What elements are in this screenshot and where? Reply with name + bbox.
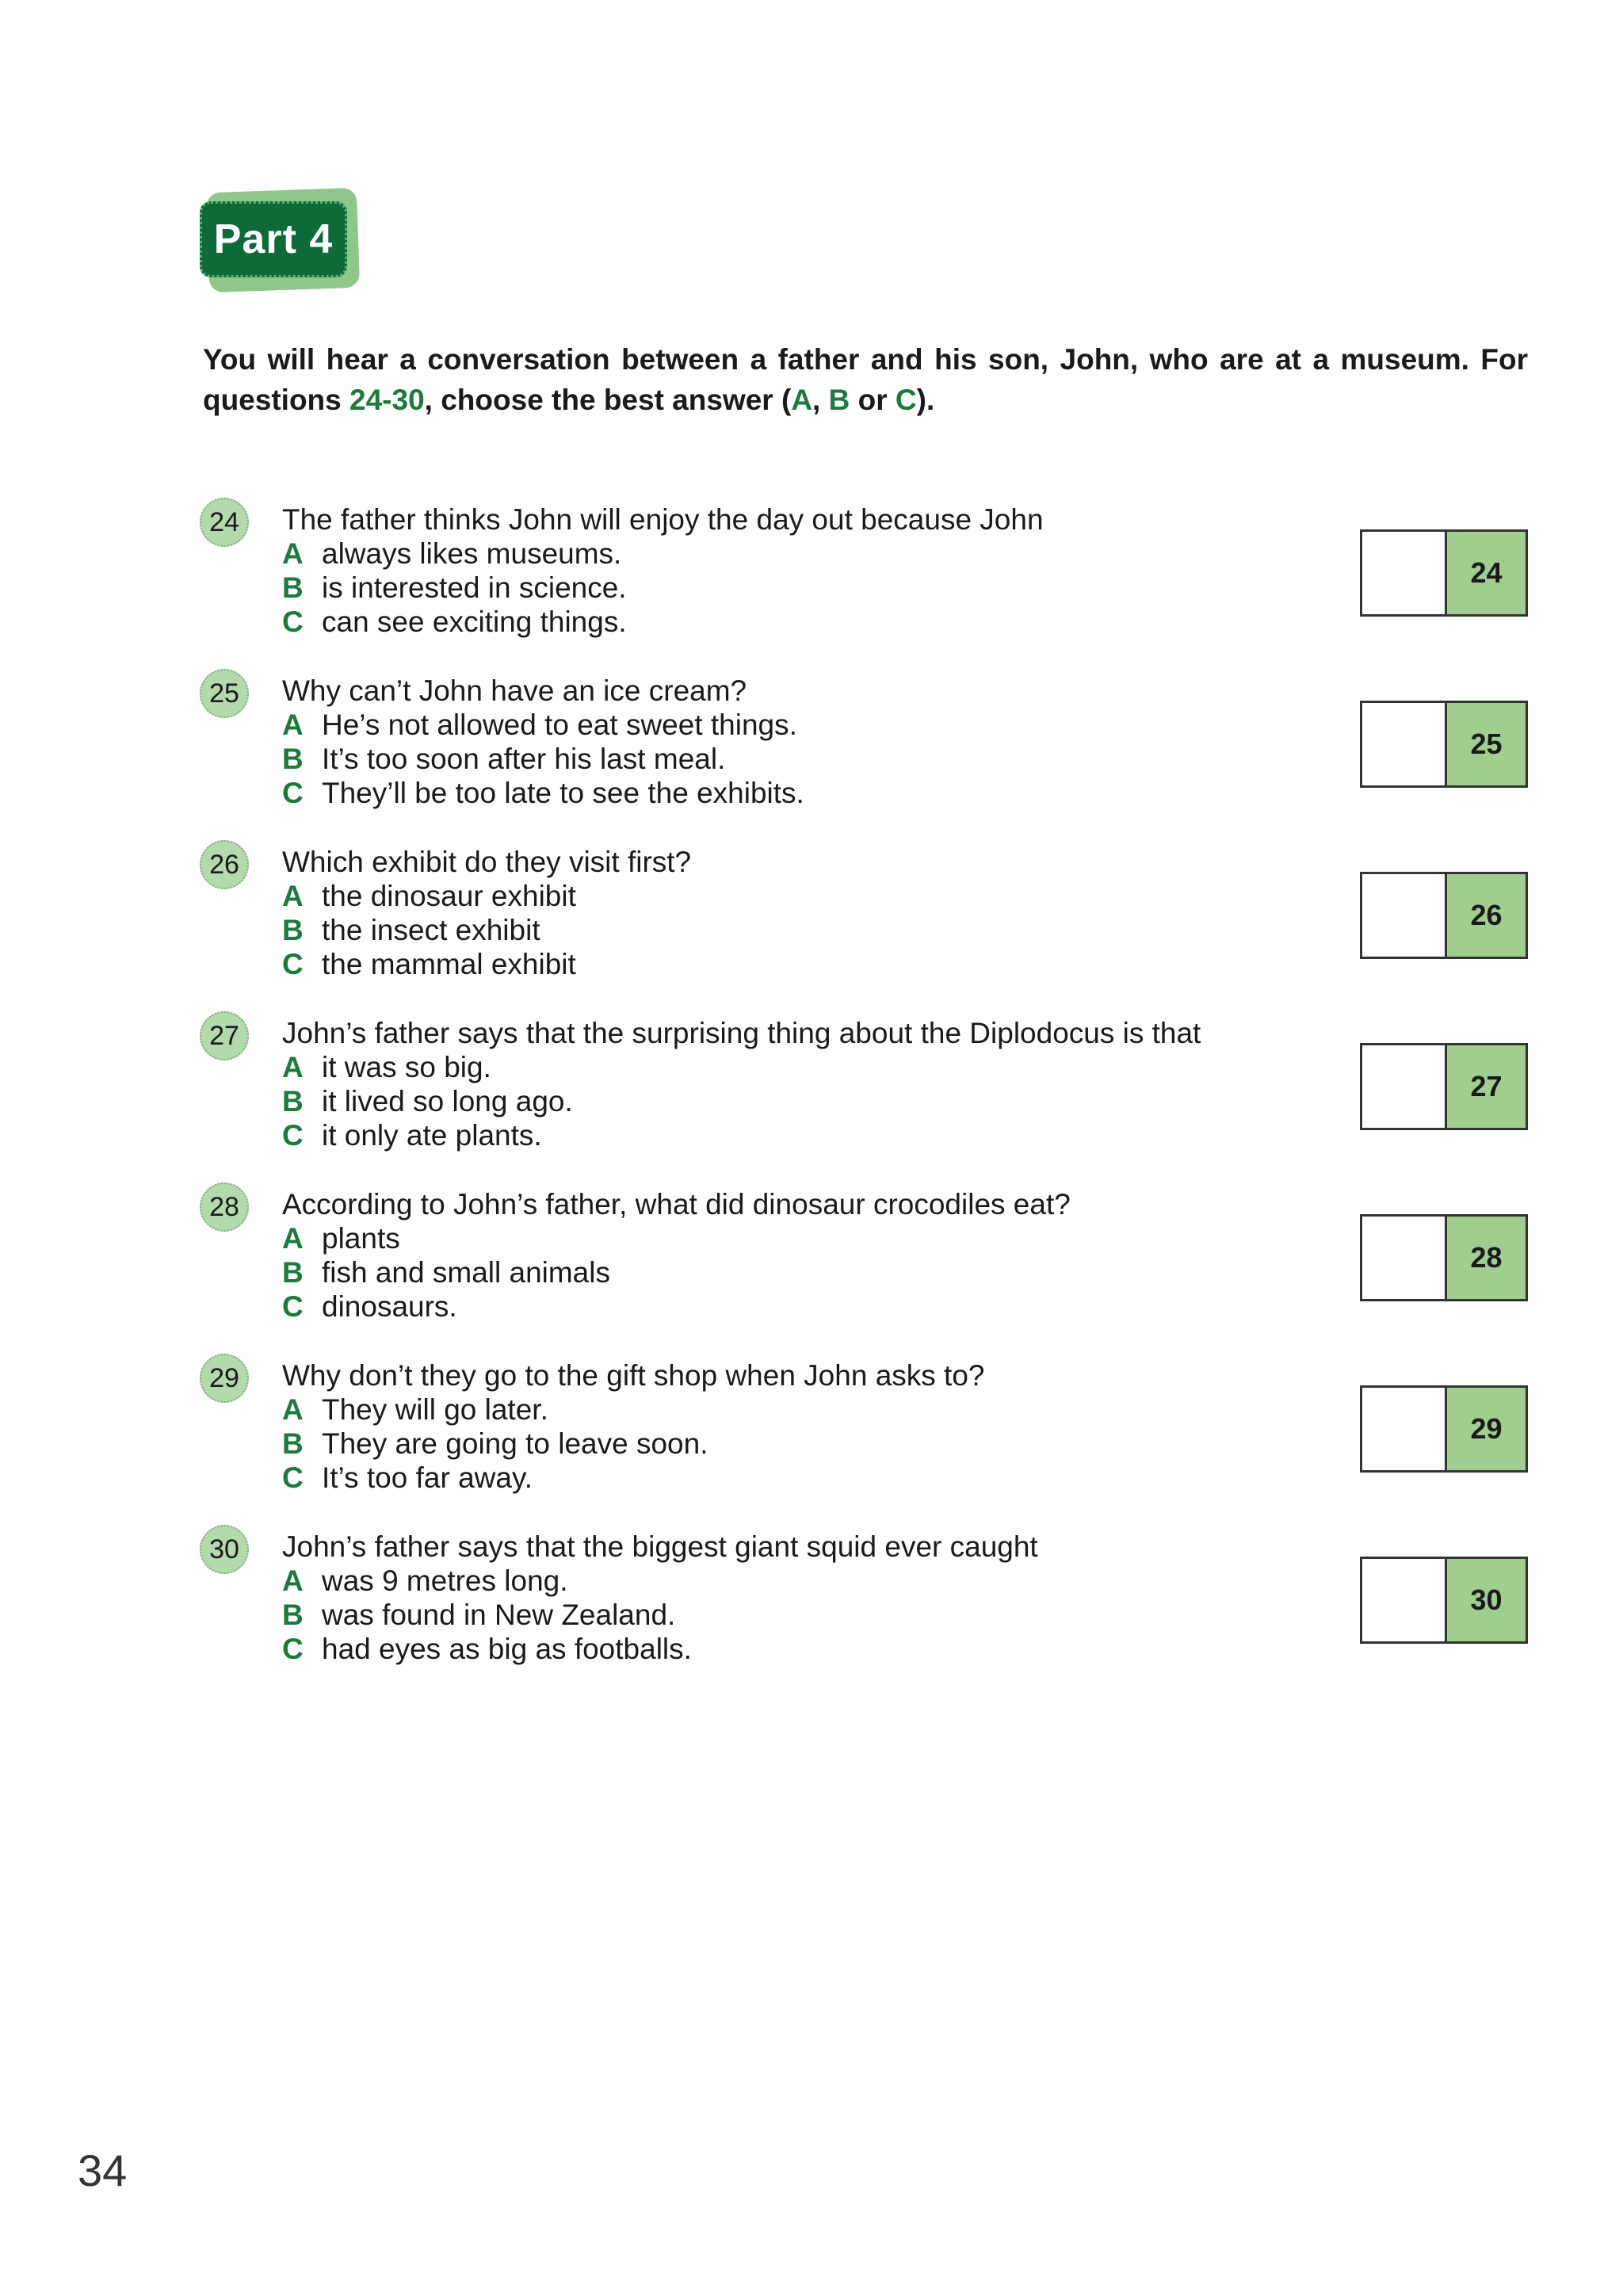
option-a (282, 708, 797, 742)
question-number: 24 (200, 498, 249, 547)
option-letter: B (282, 1427, 304, 1460)
option-b (282, 913, 540, 947)
option-text: plants (322, 1222, 400, 1255)
option-c (282, 776, 804, 810)
option-a (282, 1221, 400, 1255)
option-text: dinosaurs. (322, 1290, 457, 1323)
answer-field[interactable] (1362, 1388, 1447, 1470)
option-a (282, 1564, 568, 1598)
question-stem: John’s father says that the biggest giant squid ever caught (282, 1530, 1038, 1563)
option-b (282, 1427, 708, 1461)
question-stem: According to John’s father, what did dinosaur crocodiles eat? (282, 1188, 1071, 1221)
option-letter: C (282, 606, 304, 638)
answer-box-number: 24 (1447, 532, 1526, 614)
option-letter: A (282, 1564, 304, 1597)
option-text: was 9 metres long. (322, 1564, 568, 1597)
instructions-range: 24-30 (349, 384, 425, 416)
option-letter: C (282, 777, 304, 809)
option-text: fish and small animals (322, 1256, 610, 1289)
option-letter: C (282, 1633, 304, 1665)
question-30 (200, 1525, 1531, 1675)
option-b (282, 1598, 675, 1632)
option-text: it was so big. (322, 1051, 491, 1083)
answer-box (1360, 1385, 1528, 1473)
option-c (282, 1289, 457, 1324)
instructions-text-2: , choose the best answer ( (424, 384, 792, 416)
answer-field[interactable] (1362, 532, 1447, 614)
instructions (203, 339, 1528, 420)
answer-box-number: 30 (1447, 1559, 1526, 1641)
question-27 (200, 1011, 1531, 1162)
option-text: was found in New Zealand. (322, 1599, 676, 1631)
answer-box (1360, 701, 1528, 788)
question-24 (200, 498, 1531, 648)
option-letter: B (282, 1599, 304, 1631)
instructions-letter-a: A (791, 384, 813, 416)
option-letter: C (282, 948, 304, 980)
page-number: 34 (78, 2145, 128, 2195)
question-number: 26 (200, 840, 249, 889)
instructions-letter-c: C (895, 384, 917, 416)
question-stem: The father thinks John will enjoy the day out because John (282, 503, 1044, 536)
option-b (282, 742, 725, 776)
question-number: 29 (200, 1354, 249, 1403)
question-29 (200, 1354, 1531, 1504)
question-number: 25 (200, 669, 249, 718)
answer-field[interactable] (1362, 1559, 1447, 1641)
option-letter: A (282, 1393, 304, 1426)
answer-box-number: 27 (1447, 1045, 1526, 1128)
option-c (282, 1632, 692, 1666)
answer-box-number: 28 (1447, 1217, 1526, 1299)
answer-box (1360, 872, 1528, 959)
option-b (282, 571, 627, 605)
instructions-text-3: , (812, 384, 829, 416)
option-a (282, 1392, 548, 1427)
option-text: it lived so long ago. (322, 1085, 573, 1117)
question-stem: Which exhibit do they visit first? (282, 846, 692, 878)
option-c (282, 1461, 533, 1495)
answer-box (1360, 1557, 1528, 1644)
option-b (282, 1084, 573, 1118)
part-label: Part 4 (200, 201, 347, 277)
question-stem: Why don’t they go to the gift shop when John asks to? (282, 1359, 985, 1392)
part-badge (200, 190, 358, 290)
option-text: the insect exhibit (322, 914, 540, 946)
option-text: is interested in science. (322, 571, 627, 604)
option-letter: A (282, 880, 304, 912)
option-text: It’s too soon after his last meal. (322, 743, 726, 775)
option-text: They are going to leave soon. (322, 1427, 708, 1460)
option-letter: B (282, 743, 304, 775)
option-text: always likes museums. (322, 537, 622, 570)
option-b (282, 1255, 610, 1289)
answer-field[interactable] (1362, 1045, 1447, 1128)
option-letter: A (282, 1051, 304, 1083)
option-letter: C (282, 1290, 304, 1323)
question-25 (200, 669, 1531, 819)
instructions-text-5: ). (916, 384, 935, 416)
question-number: 28 (200, 1182, 249, 1232)
option-letter: A (282, 1222, 304, 1255)
answer-box (1360, 1214, 1528, 1301)
option-letter: A (282, 537, 304, 570)
answer-field[interactable] (1362, 874, 1447, 957)
option-letter: B (282, 1085, 304, 1117)
question-26 (200, 840, 1531, 991)
option-c (282, 1118, 542, 1152)
option-text: They’ll be too late to see the exhibits. (322, 777, 804, 809)
answer-box (1360, 529, 1528, 617)
answer-field[interactable] (1362, 703, 1447, 785)
option-a (282, 879, 576, 913)
answer-box-number: 29 (1447, 1388, 1526, 1470)
option-text: They will go later. (322, 1393, 548, 1426)
question-28 (200, 1182, 1531, 1333)
option-a (282, 1050, 491, 1084)
option-letter: A (282, 709, 304, 741)
option-c (282, 947, 576, 981)
option-letter: B (282, 914, 304, 946)
option-letter: B (282, 1256, 304, 1289)
instructions-text-4: or (850, 384, 896, 416)
instructions-letter-b: B (828, 384, 850, 416)
instructions-text-1: You will hear a conversation between a father and his son, John, who are at a museum. For questions (203, 343, 1528, 416)
option-text: It’s too far away. (322, 1461, 533, 1494)
option-a (282, 537, 621, 571)
question-number: 30 (200, 1525, 249, 1574)
option-text: can see exciting things. (322, 606, 627, 638)
question-stem: Why can’t John have an ice cream? (282, 674, 747, 707)
option-c (282, 605, 627, 639)
question-stem: John’s father says that the surprising thing about the Diplodocus is that (282, 1017, 1201, 1049)
option-text: He’s not allowed to eat sweet things. (322, 709, 797, 741)
question-number: 27 (200, 1011, 249, 1060)
option-text: had eyes as big as footballs. (322, 1633, 692, 1665)
option-letter: C (282, 1461, 304, 1494)
option-text: it only ate plants. (322, 1119, 542, 1152)
answer-box (1360, 1043, 1528, 1130)
answer-field[interactable] (1362, 1217, 1447, 1299)
option-letter: B (282, 571, 304, 604)
option-text: the dinosaur exhibit (322, 880, 576, 912)
answer-box-number: 25 (1447, 703, 1526, 785)
option-letter: C (282, 1119, 304, 1152)
answer-box-number: 26 (1447, 874, 1526, 957)
option-text: the mammal exhibit (322, 948, 576, 980)
